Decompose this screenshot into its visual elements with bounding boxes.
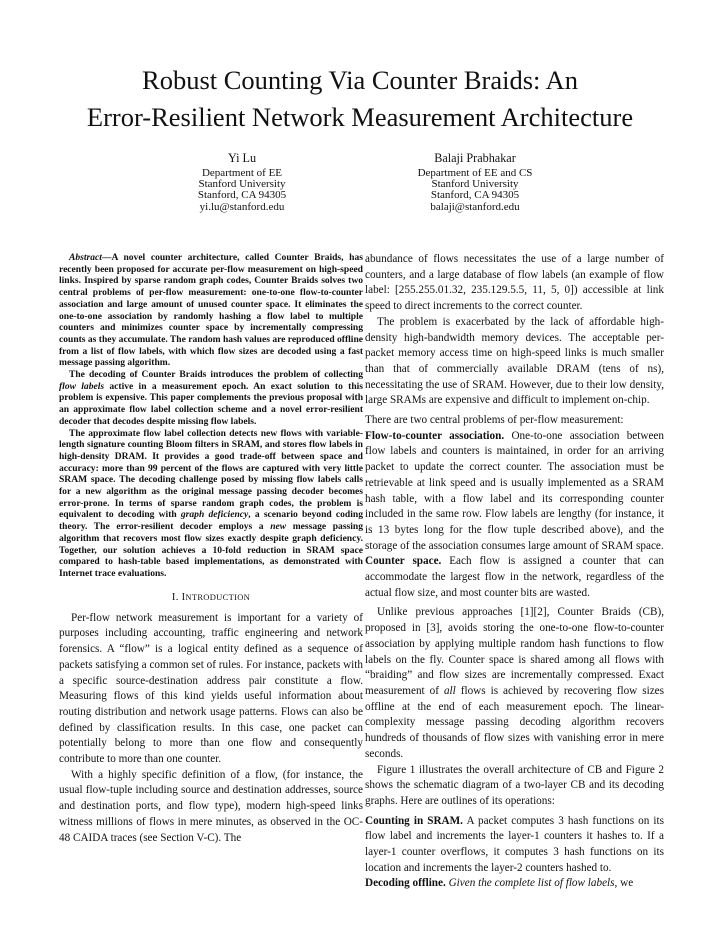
- run-in-heading: Decoding offline.: [365, 877, 446, 890]
- right-column: [365, 252, 664, 892]
- author-block-2: [365, 151, 585, 213]
- author-university: Stanford University: [198, 178, 286, 191]
- author-university: Stanford University: [431, 178, 519, 191]
- emphasis: new: [270, 521, 287, 533]
- run-in-heading: Counter space.: [365, 555, 442, 568]
- paper-title: [30, 62, 690, 136]
- abstract-label: Abstract: [69, 252, 102, 263]
- section-heading-introduction: I. INTRODUCTION: [171, 591, 251, 603]
- author-email: yi.lu@stanford.edu: [199, 200, 285, 213]
- intro-left-text: [59, 611, 363, 847]
- abstract-paragraph-3: The approximate flow label collection detects new flows with variable-length signature counting Bloom filters in SRAM, and stores flow labels in high-density DRAM. It provides a good trade-off between space and accuracy: more than 99 percent of the flows are captured with very little SRAM space. The decoding challenge posed by missing flow labels calls for a new algorithm as the original message passing decoder becomes error-prone. In terms of sparse random graph codes, the problem is equivalent to decoding with graph deficiency, a scenario beyond coding theory. The error-resilient decoder employs a new message passing algorithm that recovers most flow sizes exactly despite graph deficiency. Together, our solution achieves a 10-fold reduction in SRAM space compared to hash-table based implementations, as demonstrated with Internet trace evaluations.: [59, 427, 363, 579]
- paragraph: The problem is exacerbated by the lack of affordable high-density high-bandwidth memory devices. The acceptable per-packet memory access time on high-speed links is much smaller than that of commercially available DRAM (tens of ns), necessitating the use of SRAM. However, due to their low density, large SRAMs are expensive and difficult to implement on-chip.: [365, 315, 664, 407]
- author-block-1: [132, 151, 352, 213]
- paragraph: Decoding offline. Given the complete list of flow labels, we: [365, 877, 634, 890]
- paragraph: Figure 1 illustrates the overall architecture of CB and Figure 2 shows the schematic diagram of a two-layer CB and its decoding graphs. Here are outlines of its operations:: [365, 763, 664, 807]
- abstract-paragraph-2: The decoding of Counter Braids introduces the problem of collecting flow labels active in a measurement epoch. An exact solution to this problem is expensive. This paper complements the previous proposal with an approximate flow label collection scheme and a novel error-resilient decoder that decodes despite missing flow labels.: [59, 369, 364, 427]
- author-name: Balaji Prabhakar: [434, 151, 516, 165]
- author-city: Stanford, CA 94305: [430, 189, 520, 202]
- paragraph: Flow-to-counter association. One-to-one association between flow labels and counters is maintained, in order for an arriving packet to update the correct counter. The association must be retrievable at link speed and is usually implemented as a SRAM hash table, with a flow label and its corresponding counter included in the same row. Flow labels are lengthy (for instance, it is 13 bytes long for the flow tuple described above), and the storage of the association consumes large amount of SRAM space.: [365, 429, 664, 552]
- paragraph: abundance of flows necessitates the use of a large number of counters, and a large database of flow labels (an example of flow label: [255.255.01.32, 235.129.5.5, 11, 5, 0]) accessible at link speed to direct increments to the correct counter.: [365, 253, 664, 313]
- paragraph: Unlike previous approaches [1][2], Counter Braids (CB), proposed in [3], avoids storing the one-to-one flow-to-counter association by applying multiple random hash functions to flow labels on the fly. Counter space is shared among all flows with “braiding” and flow sizes are incrementally compressed. Exact measurement of all flows is achieved by recovering flow sizes offline at the end of each measurement epoch. The linear-complexity message passing decoding algorithm recovers hundreds of thousands of flow sizes with vanishing error in mere seconds.: [365, 606, 664, 760]
- author-name: Yi Lu: [227, 151, 257, 165]
- emphasis: all: [443, 684, 456, 697]
- paper-title-line-1: Robust Counting Via Counter Braids: An: [142, 65, 578, 95]
- paper-title-line-2: Error-Resilient Network Measurement Architecture: [86, 102, 634, 132]
- run-in-heading: Counting in SRAM.: [365, 814, 463, 827]
- left-column: [59, 252, 363, 846]
- emphasis: Given the complete list of flow labels: [448, 877, 615, 890]
- paragraph: There are two central problems of per-flow measurement:: [365, 414, 624, 427]
- author-department: Department of EE and CS: [417, 167, 533, 179]
- author-email: balaji@stanford.edu: [430, 200, 520, 213]
- author-city: Stanford, CA 94305: [197, 189, 287, 202]
- paragraph: Counting in SRAM. A packet computes 3 hash functions on its flow label and increments the layer-1 counters it hashes to. If a layer-1 counter overflows, it computes 3 hash functions on its location and increments the layer-2 counters hashed to.: [365, 814, 664, 874]
- intro-right-text: [365, 252, 664, 892]
- abstract-paragraph-1: Abstract—A novel counter architecture, called Counter Braids, has recently been proposed for accurate per-flow measurement on high-speed links. Inspired by sparse random graph codes, Counter Braids solves two central problems of per-flow measurement: one-to-one flow-to-counter association and large amount of unused counter space. It eliminates the one-to-one association by randomly hashing a flow label to multiple counters and minimizes counter space by incrementally compressing counts as they accumulate. The random hash values are reproduced offline from a list of flow labels, with which flow sizes are decoded using a fast message passing algorithm.: [59, 252, 364, 369]
- abstract: [59, 252, 363, 580]
- run-in-heading: Flow-to-counter association.: [365, 429, 505, 442]
- author-department: Department of EE: [201, 167, 283, 179]
- emphasis: flow labels: [59, 380, 105, 392]
- paragraph: With a highly specific definition of a flow, (for instance, the usual flow-tuple including source and destination addresses, source and destination ports, and flow type), modern high-speed links witness millions of flows in mere minutes, as observed in the OC-48 CAIDA traces (see Section V-C). The: [59, 768, 363, 844]
- paragraph: Per-flow network measurement is important for a variety of purposes including accounting, traffic engineering and network forensics. A “flow” is a logical entity defined as a sequence of packets satisfying a common set of rules. For instance, packets with a specific source-destination address pair constitute a flow. Measuring flows of this kind yields useful information about routing distribution and network usage patterns. Flows can also be defined by classification results. In this case, one packet can potentially belong to more than one flow and consequently contribute to more than one counter.: [59, 611, 363, 766]
- paragraph: Counter space. Each flow is assigned a counter that can accommodate the largest flow in the network, regardless of the actual flow size, and most counter bits are wasted.: [365, 555, 664, 599]
- emphasis: graph deficiency: [180, 509, 249, 521]
